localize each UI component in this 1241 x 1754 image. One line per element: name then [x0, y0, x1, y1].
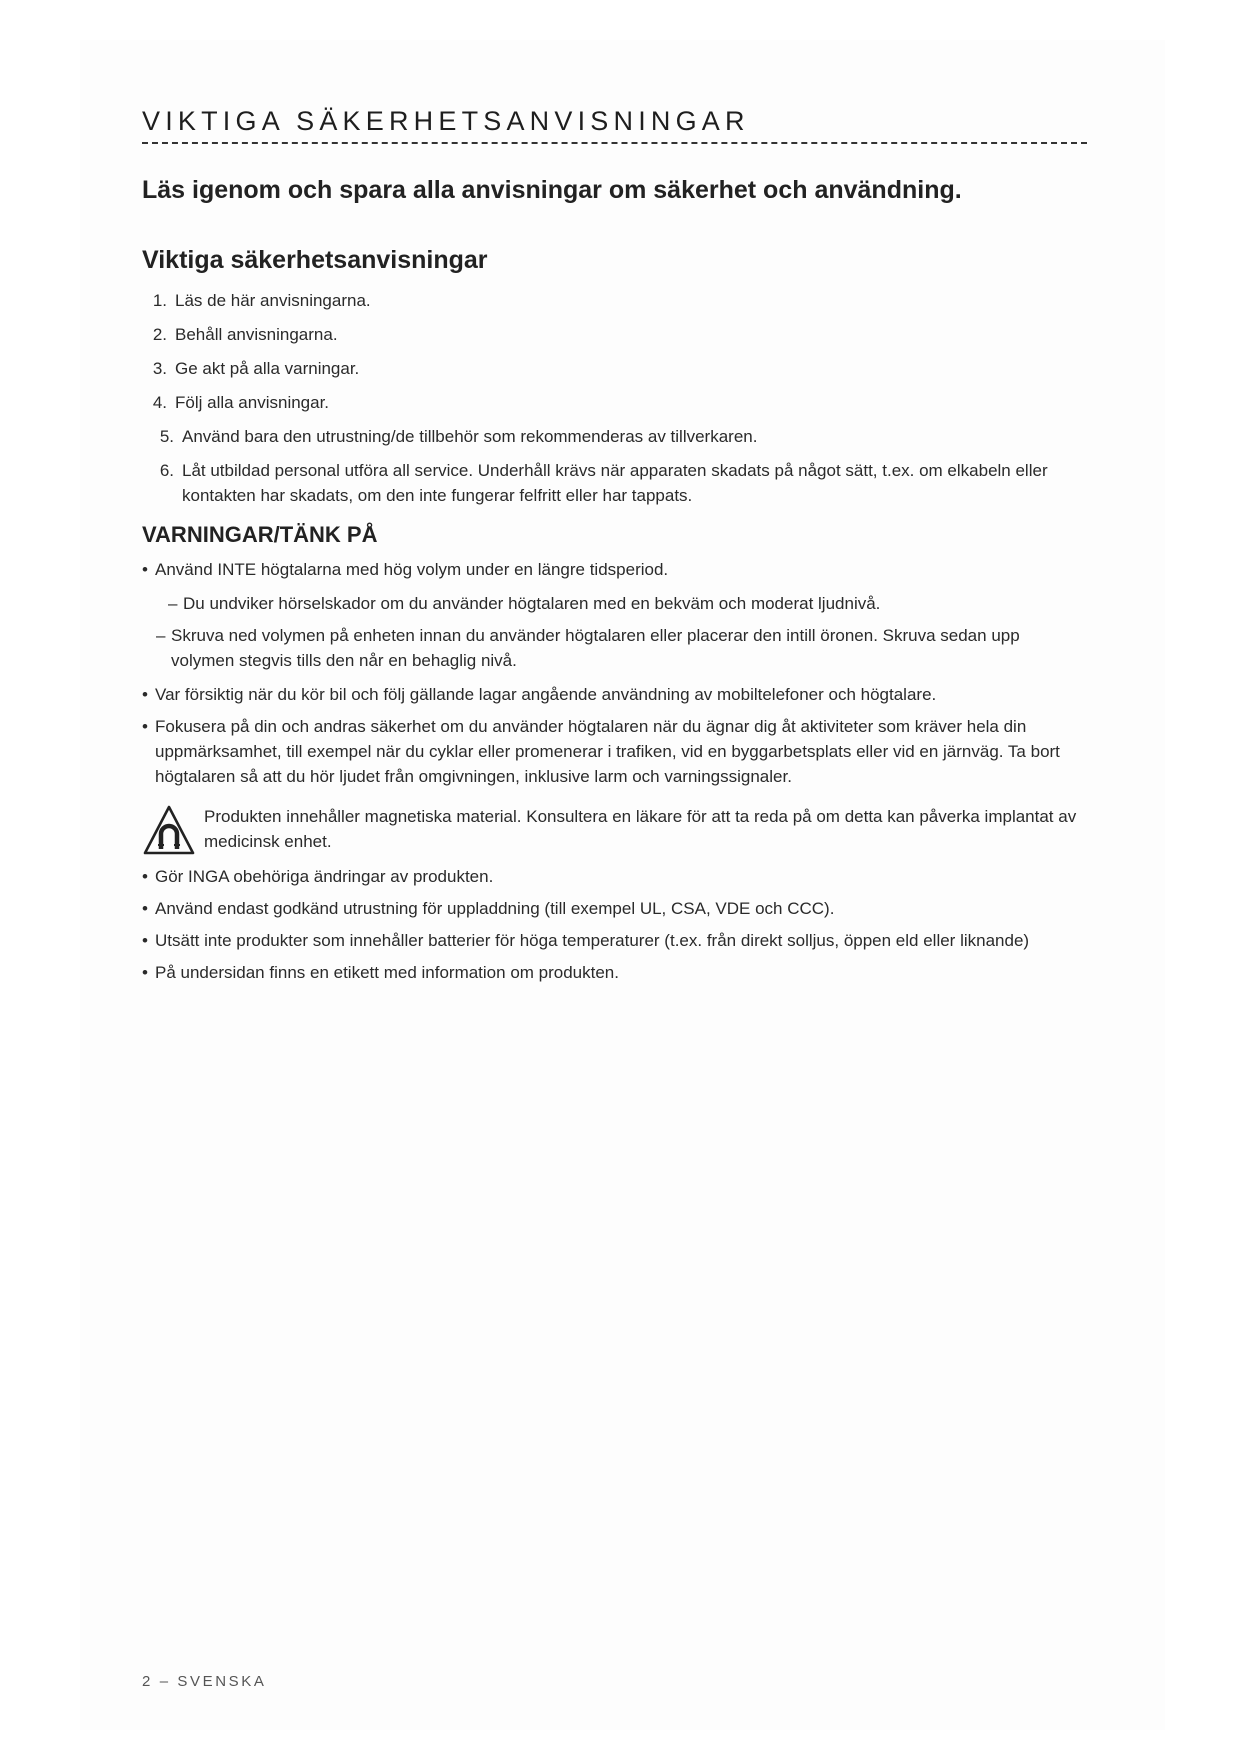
- warning-focus: • Fokusera på din och andras säkerhet om du använder högtalaren när du ägnar dig åt aktiviteter som kräver hela din uppmärksamhet, till exempel när du cyklar eller promenerar i trafiken, vid en byggarbetsplats eller vid en järnväg. Ta bort högtalaren så att du hör ljudet från omgivningen, inklusive larm och varningssignaler.: [142, 714, 1087, 789]
- bullet-mark: •: [142, 931, 148, 950]
- list-item: 4. Följ alla anvisningar.: [152, 393, 330, 412]
- warnings-heading: VARNINGAR/TÄNK PÅ: [142, 522, 378, 547]
- bullet-mark: •: [142, 867, 148, 886]
- warning-volume: • Använd INTE högtalarna med hög volym under en längre tidsperiod.: [142, 557, 1087, 582]
- bullet-mark: •: [142, 717, 148, 736]
- warning-label: • På undersidan finns en etikett med information om produkten.: [142, 960, 1087, 985]
- dash-mark: –: [156, 626, 166, 645]
- warning-driving: • Var försiktig när du kör bil och följ gällande lagar angående användning av mobiltelefoner och högtalare.: [142, 682, 1087, 707]
- list-item: 2. Behåll anvisningarna.: [152, 325, 338, 344]
- warning-volume-sub2: – Skruva ned volymen på enheten innan du använder högtalaren eller placerar den intill öronen. Skruva sedan upp volymen stegvis tills den når en behaglig nivå.: [156, 623, 1087, 673]
- bullet-mark: •: [142, 899, 148, 918]
- bullet-mark: •: [142, 963, 148, 982]
- warning-volume-sub1: – Du undviker hörselskador om du använder högtalaren med en bekväm och moderat ljudnivå.: [168, 591, 1087, 616]
- intro-text: Läs igenom och spara alla anvisningar om säkerhet och användning.: [142, 176, 962, 204]
- bullet-mark: •: [142, 560, 148, 579]
- warning-heat: • Utsätt inte produkter som innehåller batterier för höga temperaturer (t.ex. från direkt solljus, öppen eld eller liknande): [142, 928, 1087, 953]
- safety-heading: Viktiga säkerhetsanvisningar: [142, 246, 488, 274]
- list-item: 3. Ge akt på alla varningar.: [152, 359, 360, 378]
- document-content: [142, 104, 1087, 985]
- dashed-divider: [142, 142, 1087, 144]
- list-item: 1. Läs de här anvisningarna.: [152, 291, 371, 310]
- section-title: VIKTIGA SÄKERHETSANVISNINGAR: [142, 106, 750, 136]
- magnet-warning-text: Produkten innehåller magnetiska material. Konsultera en läkare för att ta reda på om detta kan påverka implantat av medicinsk enhet.: [204, 807, 1077, 851]
- warning-charging: • Använd endast godkänd utrustning för uppladdning (till exempel UL, CSA, VDE och CCC).: [142, 896, 1087, 921]
- warning-modify: • Gör INGA obehöriga ändringar av produkten.: [142, 864, 1087, 889]
- list-item: 6. Låt utbildad personal utföra all service. Underhåll krävs när apparaten skadats på något sätt, t.ex. om elkabeln eller kontakten har skadats, om den inte fungerar felfritt eller har tappats.: [159, 461, 1048, 505]
- list-item: 5. Använd bara den utrustning/de tillbehör som rekommenderas av tillverkaren.: [159, 427, 758, 446]
- page-footer: 2 – SVENSKA: [142, 1673, 267, 1690]
- dash-mark: –: [168, 594, 178, 613]
- safety-list: [142, 288, 1087, 508]
- bullet-mark: •: [142, 685, 148, 704]
- magnet-warning-icon: [142, 804, 196, 856]
- magnet-warning: [142, 802, 1087, 856]
